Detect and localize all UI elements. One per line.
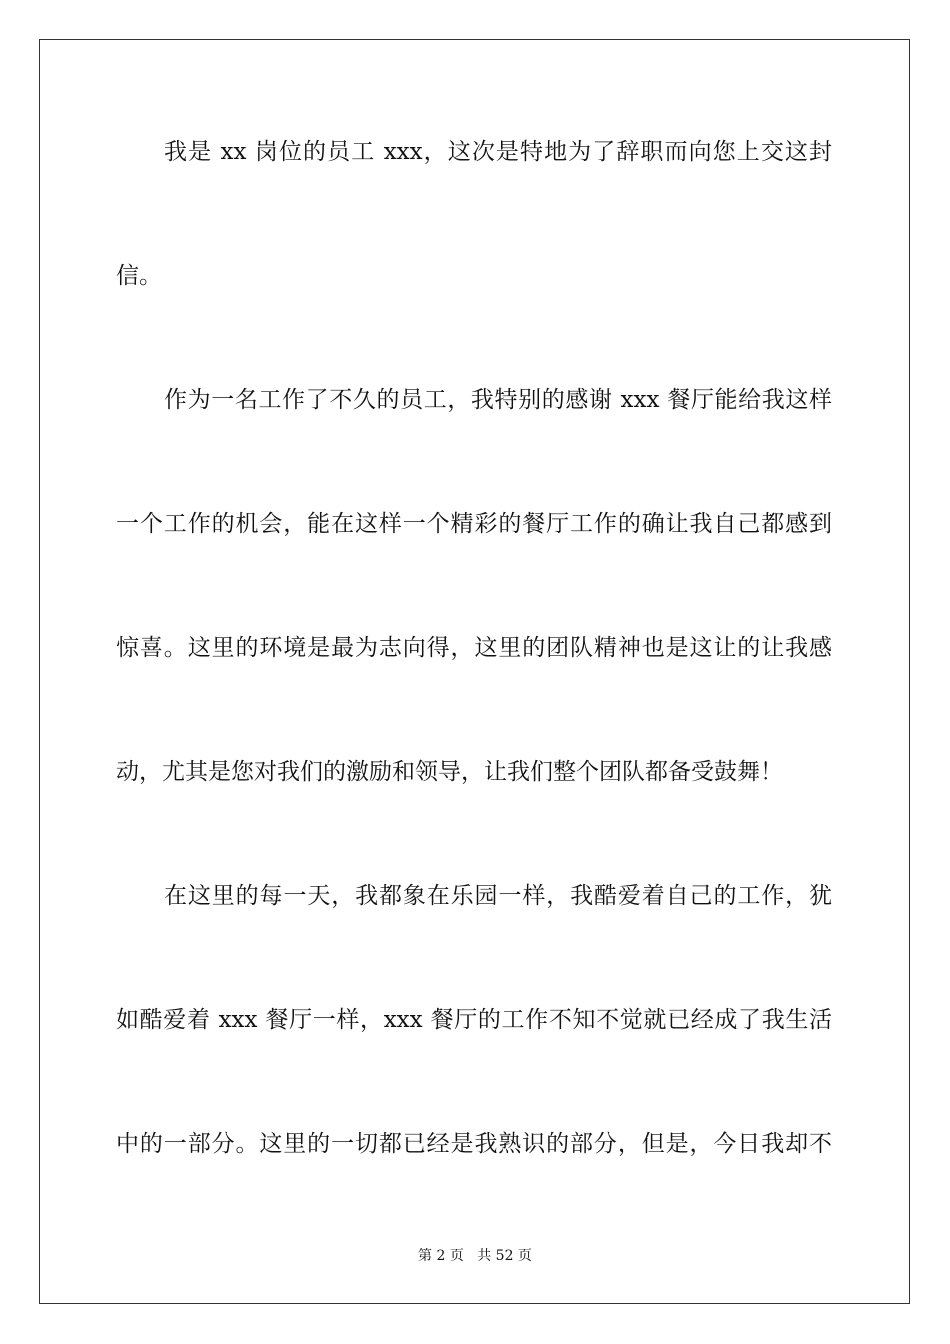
page-number: 第 2 页 <box>418 1248 464 1264</box>
paragraph-line: 我是 xx 岗位的员工 xxx，这次是特地为了辞职而向您上交这封 <box>164 139 832 165</box>
page-total: 共 52 页 <box>477 1248 532 1264</box>
page-footer <box>0 1245 950 1265</box>
paragraph-line: 惊喜。这里的环境是最为志向得，这里的团队精神也是这让的让我感 <box>116 635 832 661</box>
paragraph-line: 作为一名工作了不久的员工，我特别的感谢 xxx 餐厅能给我这样 <box>164 387 832 413</box>
paragraph-line: 动，尤其是您对我们的激励和领导，让我们整个团队都备受鼓舞！ <box>116 759 783 785</box>
paragraph-line: 在这里的每一天，我都象在乐园一样，我酷爱着自己的工作，犹 <box>164 883 832 909</box>
paragraph-line: 一个工作的机会，能在这样一个精彩的餐厅工作的确让我自己都感到 <box>116 511 832 537</box>
page-border <box>39 39 910 1304</box>
paragraph-line: 如酷爱着 xxx 餐厅一样，xxx 餐厅的工作不知不觉就已经成了我生活 <box>116 1007 832 1033</box>
paragraph-line: 信。 <box>116 263 162 289</box>
paragraph-line: 中的一部分。这里的一切都已经是我熟识的部分，但是，今日我却不 <box>116 1131 832 1157</box>
